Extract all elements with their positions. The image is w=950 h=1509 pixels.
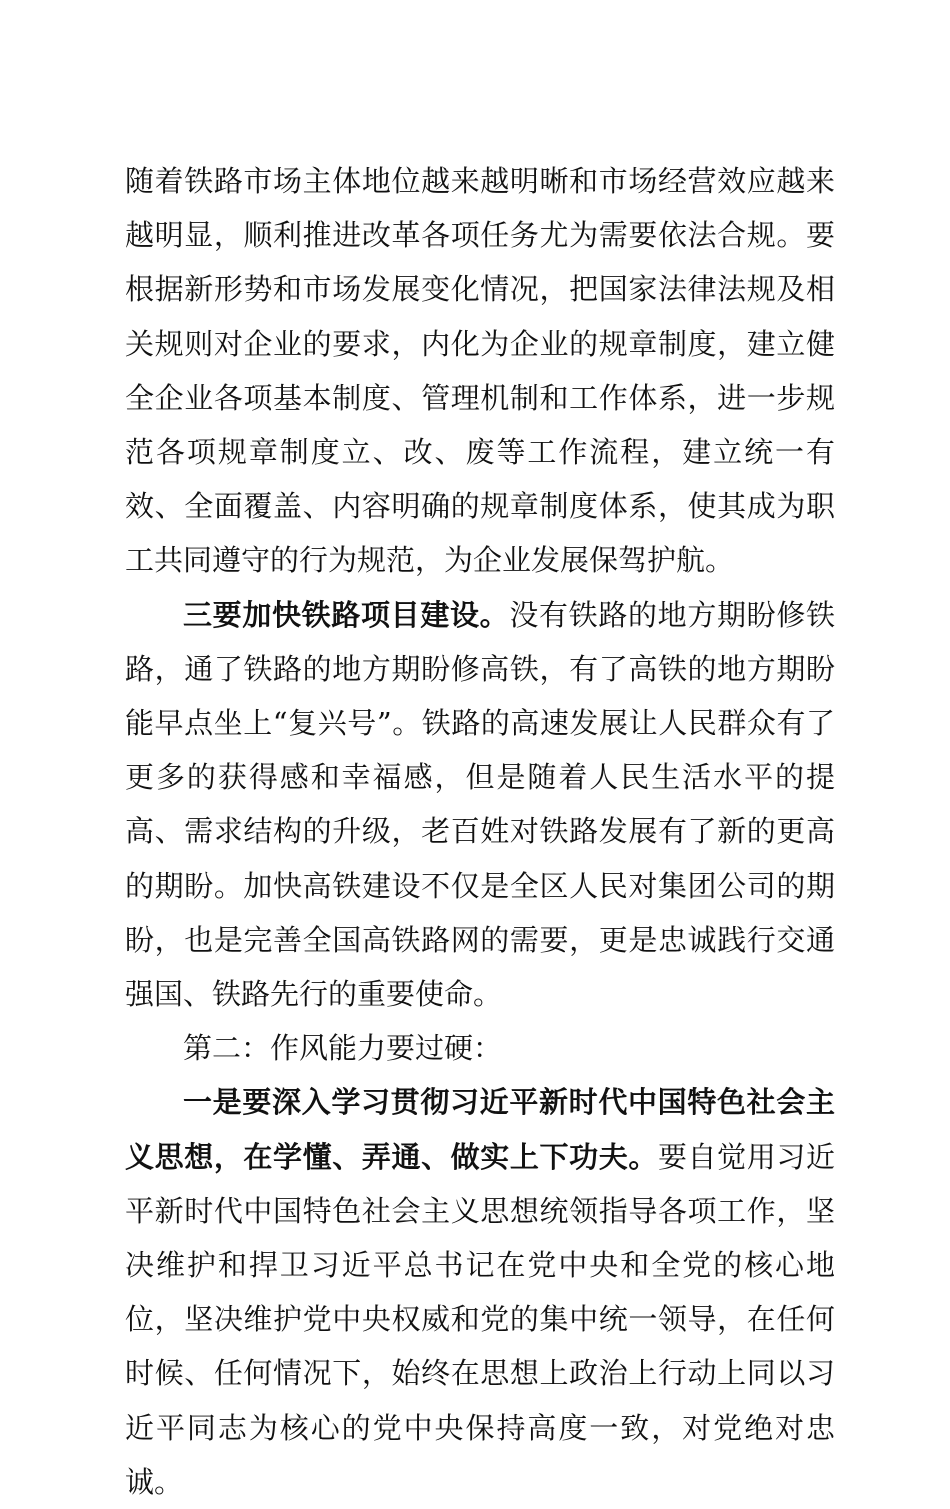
- paragraph-study-thought: [125, 1075, 835, 1509]
- paragraph-text: 随着铁路市场主体地位越来越明晰和市场经营效应越来越明显，顺利推进改革各项任务尤为需要依法合规。要根据新形势和市场发展变化情况，把国家法律法规及相关规则对企业的要求，内化为企业的规章制度，建立健全企业各项基本制度、管理机制和工作体系，进一步规范各项规章制度立、改、废等工作流程，建立统一有效、全面覆盖、内容明确的规章制度体系，使其成为职工共同遵守的行为规范，为企业发展保驾护航。: [125, 164, 835, 578]
- document-body: [125, 154, 835, 1509]
- paragraph-text: 要自觉用习近平新时代中国特色社会主义思想统领指导各项工作，坚决维护和捍卫习近平总书记在党中央和全党的核心地位，坚决维护党中央权威和党的集中统一领导，在任何时候、任何情况下，始终在思想上政治上行动上同以习近平同志为核心的党中央保持高度一致，对党绝对忠诚。: [125, 1139, 835, 1499]
- paragraph-heading: 三要加快铁路项目建设。: [183, 597, 510, 632]
- section-heading-work-style: [125, 1021, 835, 1075]
- paragraph-heading: 一是要深入学习贯彻习近平新时代中国特色社会主义思想，在学懂、弄通、做实上下功夫。: [125, 1085, 835, 1174]
- paragraph-text: 没有铁路的地方期盼修铁路，通了铁路的地方期盼修高铁，有了高铁的地方期盼能早点坐上“复兴号”。铁路的高速发展让人民群众有了更多的获得感和幸福感，但是随着人民生活水平的提高、需求结构的升级，老百姓对铁路发展有了新的更高的期盼。加快高铁建设不仅是全区人民对集团公司的期盼，也是完善全国高铁路网的需要，更是忠诚践行交通强国、铁路先行的重要使命。: [125, 597, 835, 1012]
- section-heading-text: 第二：作风能力要过硬：: [183, 1031, 503, 1066]
- paragraph-railway-construction: [125, 588, 835, 1022]
- paragraph-legal-compliance: [125, 154, 835, 588]
